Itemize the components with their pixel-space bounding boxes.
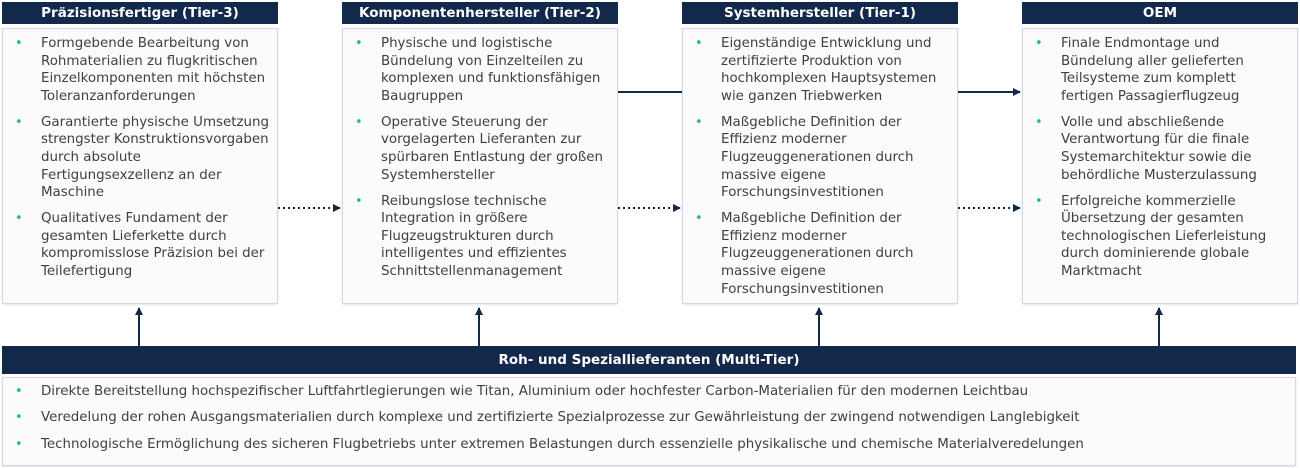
column-title: Komponentenhersteller (Tier-2) <box>342 2 618 24</box>
bullet-icon: • <box>355 36 363 51</box>
list-item: • Qualitatives Fundament der gesamten Lieferkette durch kompromisslose Präzision bei der Teilefertigung <box>15 211 265 279</box>
list-item: • Veredelung der rohen Ausgangsmaterialien durch komplexe und zertifizierte Spezialprozesse zur Gewährleistung der zwingend notwendigen Langlebigkeit <box>15 410 1080 426</box>
list-item: • Volle und abschließende Verantwortung für die finale Systemarchitektur sowie die behördliche Musterzulassung <box>1035 114 1257 183</box>
column-box <box>682 28 958 304</box>
bullet-icon: • <box>15 436 23 452</box>
bullet-icon: • <box>355 114 363 130</box>
list-item: • Maßgebliche Definition der Effizienz moderner Flugzeuggenerationen durch massive eigene Forschungsinvestitionen <box>695 211 914 297</box>
bullet-icon: • <box>695 114 703 130</box>
list-item: • Formgebende Bearbeitung von Rohmaterialien zu flugkritischen Einzelkomponenten mit höchsten Toleranzanforderungen <box>15 36 266 104</box>
bullet-icon: • <box>355 193 363 209</box>
bullet-icon: • <box>1035 36 1043 51</box>
bullet-icon: • <box>1035 114 1043 130</box>
bullet-icon: • <box>15 36 23 51</box>
column-title: OEM <box>1022 2 1298 24</box>
column-oem <box>1022 2 1298 304</box>
column-tier3 <box>2 2 278 304</box>
bottom-box <box>2 377 1296 466</box>
bottom-title: Roh- und Speziallieferanten (Multi-Tier) <box>2 346 1296 374</box>
list-item: • Garantierte physische Umsetzung strengster Konstruktionsvorgaben durch absolute Fertigungsexzellenz an der Maschine <box>15 114 269 201</box>
column-title: Systemhersteller (Tier-1) <box>682 2 958 24</box>
column-tier2 <box>342 2 618 304</box>
bullet-icon: • <box>15 410 23 426</box>
bullet-icon: • <box>695 36 703 51</box>
column-box <box>2 28 278 304</box>
list-item: • Physische und logistische Bündelung von Einzelteilen zu komplexen und funktionsfähigen Baugruppen <box>355 36 601 104</box>
column-tier1 <box>682 2 958 304</box>
list-item: • Eigenständige Entwicklung und zertifizierte Produktion von hochkomplexen Hauptsystemen wie ganzen Triebwerken <box>695 36 937 104</box>
list-item: • Operative Steuerung der vorgelagerten Lieferanten zur spürbaren Entlastung der großen Systemhersteller <box>355 114 604 183</box>
bullet-icon: • <box>15 114 23 130</box>
bullet-icon: • <box>15 211 23 227</box>
bullet-icon: • <box>695 211 703 227</box>
list-item: • Technologische Ermöglichung des sicheren Flugbetriebs unter extremen Belastungen durch essenzielle physikalische und chemische Materialveredelungen <box>15 436 1084 452</box>
list-item: • Maßgebliche Definition der Effizienz moderner Flugzeuggenerationen durch massive eigene Forschungsinvestitionen <box>695 114 914 201</box>
column-box <box>342 28 618 304</box>
bullet-icon: • <box>15 384 23 399</box>
list-item: • Reibungslose technische Integration in größere Flugzeugstrukturen durch intelligentes und effizientes Schnittstellenmanagement <box>355 193 567 279</box>
list-item: • Finale Endmontage und Bündelung aller gelieferten Teilsysteme zum komplett fertigen Passagierflugzeug <box>1035 36 1244 104</box>
column-box <box>1022 28 1298 304</box>
list-item: • Direkte Bereitstellung hochspezifischer Luftfahrtlegierungen wie Titan, Aluminium oder hochfester Carbon-Materialien für den modernen Leichtbau <box>15 384 1029 399</box>
column-title: Präzisionsfertiger (Tier-3) <box>2 2 278 24</box>
list-item: • Erfolgreiche kommerzielle Übersetzung der gesamten technologischen Lieferleistung durch dominierende globale Marktmacht <box>1035 193 1267 279</box>
bullet-icon: • <box>1035 193 1043 209</box>
